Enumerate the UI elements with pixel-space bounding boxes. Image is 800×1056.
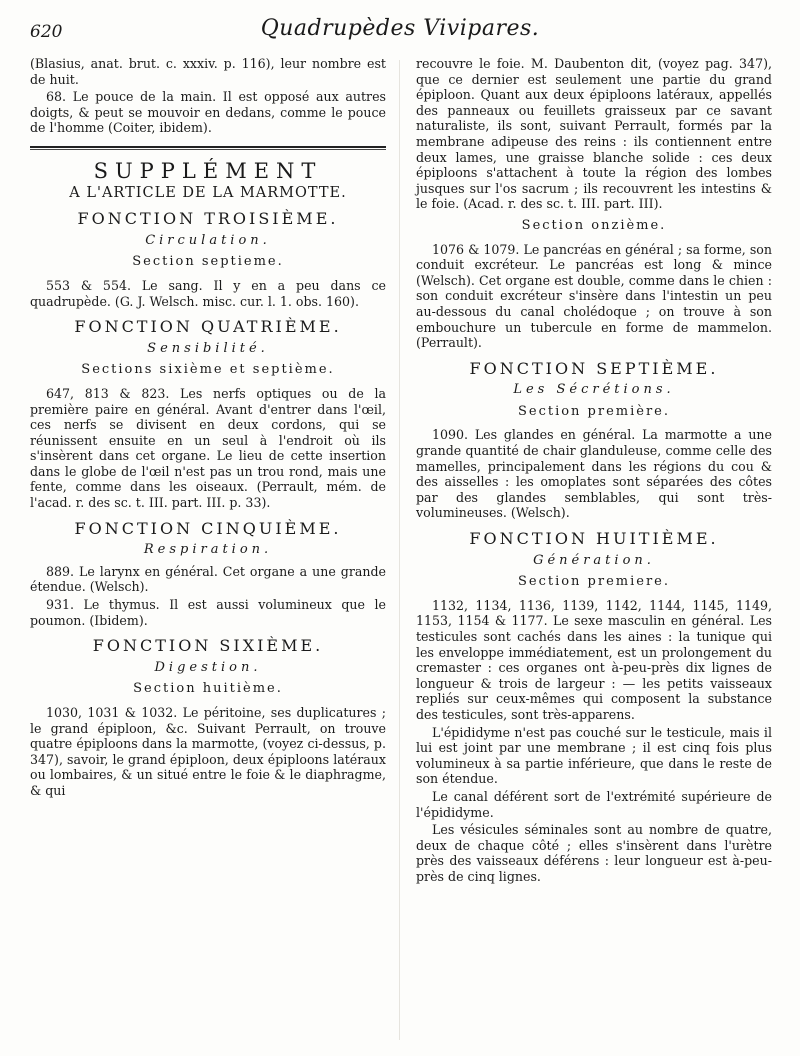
heading-fonction-5: FONCTION CINQUIÈME. <box>74 518 342 538</box>
page-number: 620 <box>30 22 63 42</box>
section-heading-8: Section huitième. <box>133 681 283 697</box>
paragraph-intro: (Blasius, anat. brut. c. xxxiv. p. 116), leur nombre est de huit. <box>30 56 386 87</box>
paragraph-vesicules: Les vésicules séminales sont au nombre de quatre, deux de chaque côté ; elles s'insèrent dans l'urètre près des vaisseaux déférens : leur longueur est à-peu-près de cinq lignes. <box>416 822 772 884</box>
section-heading-1b: Section premiere. <box>517 574 671 590</box>
paragraph-1090: 1090. Les glandes en général. La marmotte a une grande quantité de chair glanduleuse, comme celle des mamelles, principalement dans les régions du cou & des aisselles : les omoplates sont séparées des côtes par des glandes semblables, qui sont très-volumineuses. (Welsch). <box>416 427 772 521</box>
paragraph-68: 68. Le pouce de la main. Il est opposé aux autres doigts, & peut se mouvoir en dedans, comme le pouce de l'homme (Coiter, ibidem). <box>30 89 386 136</box>
supplement-heading: SUPPLÉMENT <box>93 158 323 183</box>
subheading-secretions: Les Sécrétions. <box>513 382 675 398</box>
heading-fonction-4: FONCTION QUATRIÈME. <box>74 317 342 337</box>
paragraph-canal: Le canal déférent sort de l'extrémité supérieure de l'épididyme. <box>416 788 772 820</box>
article-heading: A L'ARTICLE DE LA MARMOTTE. <box>69 184 347 201</box>
paragraph-1030: 1030, 1031 & 1032. Le péritoine, ses duplicatures ; le grand épiploon, &c. Suivant Perrault, on trouve quatre épiploons dans la marmotte, (voyez ci-dessus, p. 347), savoir, le grand épiploon, deux épiploons latéraux ou lombaires, & un situé entre le foie & le diaphragme, & qui <box>30 705 386 798</box>
page-header <box>30 16 770 48</box>
paragraph-1132: 1132, 1134, 1136, 1139, 1142, 1144, 1145, 1149, 1153, 1154 & 1177. Le sexe masculin en général. Les testicules sont cachés dans les aines : la tunique qui les enveloppe immédiatement, est un prolongement du cremaster : ces organes ont à-peu-près dix lignes de longueur & trois de largeur : — les petits vaisseaux repliés sur ceux-mêmes qui composent la substance des testicules, sont très-apparens. <box>416 597 772 722</box>
heading-fonction-7: FONCTION SEPTIÈME. <box>469 358 719 378</box>
section-heading-1: Section première. <box>517 403 671 419</box>
divider-rule <box>30 146 386 150</box>
paragraph-647: 647, 813 & 823. Les nerfs optiques ou de la première paire en général. Avant d'entrer dans l'œil, ces nerfs se divisent en deux cordons, qui se réunissent ensuite en un seul à l'endroit où ils s'insèrent dans cet organe. Le lieu de cette insertion dans le globe de l'œil n'est pas un trou rond, mais une fente, comme dans les oiseaux. (Perrault, mém. de l'acad. r. des sc. t. III. part. III. p. 33). <box>30 385 386 511</box>
subheading-circulation: Circulation. <box>145 232 271 248</box>
paragraph-889: 889. Le larynx en général. Cet organe a une grande étendue. (Welsch). <box>30 563 386 595</box>
left-column <box>30 56 386 801</box>
paragraph-931: 931. Le thymus. Il est aussi volumineux que le poumon. (Ibidem). <box>30 597 386 628</box>
subheading-respiration: Respiration. <box>143 542 273 558</box>
paragraph-epididyme: L'épididyme n'est pas couché sur le testicule, mais il lui est joint par une membrane ; il est cinq fois plus volumineux à sa partie inférieure, que dans le reste de son étendue. <box>416 724 772 787</box>
paragraph-1076: 1076 & 1079. Le pancréas en général ; sa forme, son conduit excréteur. Le pancréas est long & mince (Welsch). Cet organe est double, comme dans le chien : son conduit excréteur s'insère dans l'intestin un peu au-dessous du canal cholédoque ; on trouve à son embouchure un tubercule en forme de mammelon. (Perrault). <box>416 241 772 351</box>
gutter-shadow <box>399 60 400 1040</box>
subheading-digestion: Digestion. <box>154 659 262 675</box>
section-heading-7: Section septieme. <box>132 254 284 270</box>
heading-fonction-8: FONCTION HUITIÈME. <box>469 529 719 549</box>
section-heading-11: Section onzième. <box>521 217 667 233</box>
paragraph-553: 553 & 554. Le sang. Il y en a peu dans ce quadrupède. (G. J. Welsch. misc. cur. l. 1. obs. 160). <box>30 277 386 309</box>
section-heading-6-7: Sections sixième et septième. <box>81 362 335 378</box>
running-title: Quadrupèdes Vivipares. <box>260 16 540 41</box>
subheading-sensibilite: Sensibilité. <box>147 340 269 356</box>
right-column <box>416 56 772 887</box>
heading-fonction-6: FONCTION SIXIÈME. <box>92 636 324 656</box>
paragraph-continuation: recouvre le foie. M. Daubenton dit, (voyez pag. 347), que ce dernier est seulement une partie du grand épiploon. Quant aux deux épiploons latéraux, appellés des panneaux ou feuillets graisseux par ce savant naturaliste, ils sont, suivant Perrault, formés par la membrane adipeuse des reins : ils contiennent entre deux lames, une graisse blanche solide : ces deux épiploons s'attachent à toute la région des lombes jusques sur l'os sacrum ; ils recouvrent les intestins & le foie. (Acad. r. des sc. t. III. part. III). <box>416 56 772 212</box>
subheading-generation: Génération. <box>533 552 655 568</box>
heading-fonction-3: FONCTION TROISIÈME. <box>77 209 339 229</box>
